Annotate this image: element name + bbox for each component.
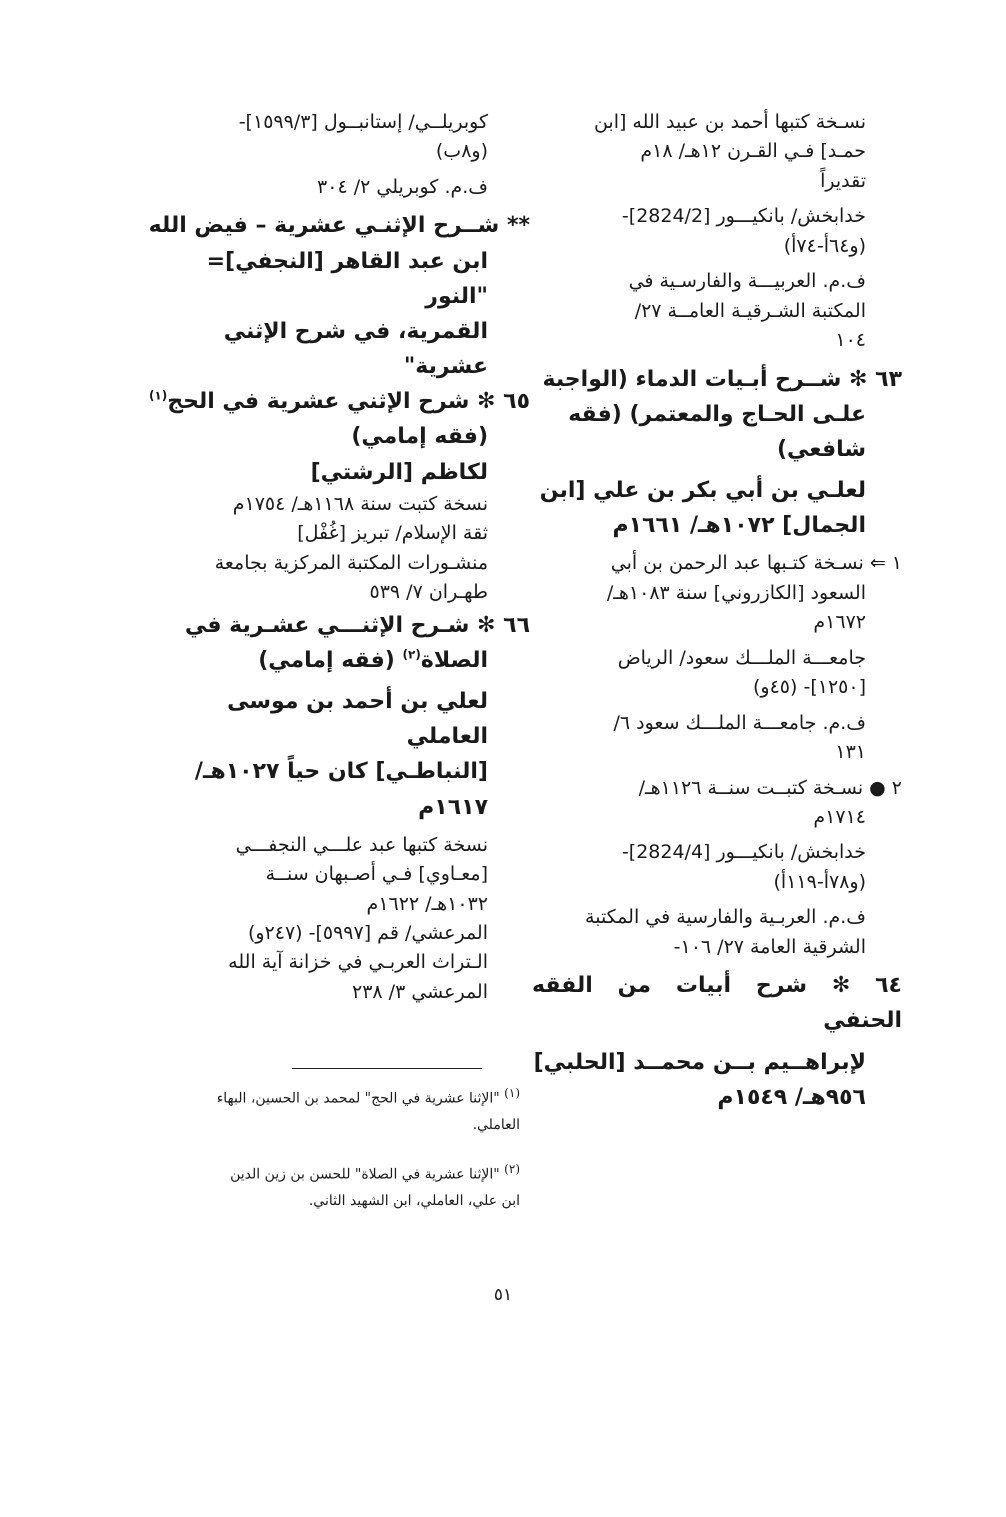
text-line: المكتبة الشـرقيـة العامــة ٢٧/ xyxy=(634,299,866,322)
entry-author: الجمال] ١٠٧٢هـ/ ١٦٦١م xyxy=(612,513,866,539)
text-line: السعود [الكازروني] سنة ١٠٨٣هـ/ xyxy=(606,581,866,604)
entry-number: ٦٤ xyxy=(875,973,902,999)
text-line: ف.م. جامعـــة الملـــك سعود ٦/ xyxy=(613,711,866,734)
footnote-line: العاملي. xyxy=(472,1117,520,1134)
text-span: نسـخة كتـبها عبد الرحمن بن أبي xyxy=(610,552,864,575)
footnote-mark: (١) xyxy=(504,1086,520,1100)
entry-author: ١٦١٧م xyxy=(418,794,488,820)
entry-65 xyxy=(148,384,530,419)
text-line: [١٢٥٠]- (٤٥و) xyxy=(753,676,866,699)
text-line: خدابخش/ بانكيـــور [2824/4]- xyxy=(621,841,866,864)
manuscript-2 xyxy=(532,774,902,803)
text-line: ١٧١٤م xyxy=(813,805,866,828)
text-line: حمـد] فـي القـرن ١٢هـ/ ١٨م xyxy=(640,140,866,163)
entry-title-line: علـى الحـاج والمعتمر) (فقه xyxy=(568,401,866,427)
footnote-line xyxy=(200,1158,520,1188)
text-line: ف.م. العربـية والفارسية في المكتبة xyxy=(585,906,866,929)
footnote-2 xyxy=(200,1158,520,1215)
entry-64 xyxy=(532,968,902,1038)
text-line: نسـخة كتبها أحمد بن عبيد الله [ابن xyxy=(593,111,866,133)
text-line: ١٣١ xyxy=(835,741,866,764)
entry-number: ٦٦ xyxy=(503,612,530,638)
star-icon: ✻ xyxy=(477,612,496,638)
entry-author: لكاظم [الرشتي] xyxy=(310,459,488,485)
entry-66 xyxy=(148,608,530,643)
star-icon: ✻ xyxy=(849,366,868,392)
text-line: كوبريلــي/ إستانبــول [١٥٩٩/٣]- xyxy=(238,111,488,133)
title-text: الصلاة xyxy=(420,647,488,673)
footnote-separator xyxy=(292,1068,482,1069)
entry-author: [النباطـي] كان حياً ١٠٢٧هـ/ xyxy=(194,759,488,785)
page-number: ٥١ xyxy=(493,1285,513,1305)
text-line: خدابخش/ بانكيـــور [2824/2]- xyxy=(621,205,866,228)
text-line: (و٦٤أ-٧٤أ) xyxy=(783,234,866,257)
cross-reference xyxy=(148,208,530,243)
entry-author: لعلـي بن أبي بكر بن علي [ابن xyxy=(539,478,866,504)
text-line: الشرقية العامة ٢٧/ ١٠٦- xyxy=(673,935,866,958)
star-icon: ✻ xyxy=(831,973,851,999)
entry-title-line: شافعي) xyxy=(776,436,866,462)
footnote-1 xyxy=(200,1082,520,1139)
text-line: ١٠٤ xyxy=(835,329,866,352)
text-line: المرعشي ٣/ ٢٣٨ xyxy=(352,980,488,1003)
text-line: (و٨ب) xyxy=(435,140,488,163)
entry-63 xyxy=(532,362,902,397)
title-text: (فقه إمامي) xyxy=(258,647,395,673)
entry-title xyxy=(148,384,530,419)
manuscript-1 xyxy=(532,549,902,578)
text-line: (و٧٨أ-١١٩أ) xyxy=(773,870,866,893)
text-line: تقديراً xyxy=(820,169,866,192)
entry-title xyxy=(148,608,530,643)
text-line: جامعـــة الملـــك سعود/ الرياض xyxy=(617,646,866,669)
text-line xyxy=(532,774,902,803)
footnote-ref: (٢) xyxy=(402,647,421,662)
footnote-line: ابن علي، العاملي، ابن الشهيد الثاني. xyxy=(308,1193,520,1210)
footnote-text: "الإثنا عشرية في الحج" لمحمد بن الحسين، البهاء xyxy=(216,1090,500,1107)
entry-title-line: (فقه إمامي) xyxy=(351,424,488,450)
text-line: ١٠٣٢هـ/ ١٦٢٢م xyxy=(366,892,488,915)
entry-title-text: شــرح أبـيات الدماء (الواجبة xyxy=(542,366,842,392)
left-column xyxy=(148,108,530,1007)
entry-author: ٩٥٦هـ/ ١٥٤٩م xyxy=(717,1084,866,1110)
text-line: المرعشي/ قم [٥٩٩٧]- (٢٤٧و) xyxy=(247,922,488,944)
text-line: نسخة كتبها عبد علـــي النجفـــي xyxy=(235,833,488,856)
entry-number: ٦٥ xyxy=(503,389,530,415)
manuscript-number: ٢ ● xyxy=(869,776,902,799)
entry-author: لعلي بن أحمد بن موسى العاملي xyxy=(227,688,488,750)
text-line: ف.م. كوبريلي ٢/ ٣٠٤ xyxy=(317,175,488,198)
text-line: الـتراث العربـي في خزانة آية الله xyxy=(228,951,488,974)
entry-title-text: شـرح الإثنـــي عشـرية في xyxy=(184,612,470,638)
cross-ref-line: القمرية، في شرح الإثني عشرية" xyxy=(223,318,488,380)
manuscript-number: ١ ⇐ xyxy=(869,552,902,575)
entry-title-line xyxy=(148,643,488,678)
entry-title xyxy=(532,968,902,1038)
text-line: منشـورات المكتبة المركزية بجامعة xyxy=(214,551,488,574)
entry-title xyxy=(532,362,902,397)
footnote-text: "الإثنا عشرية في الصلاة" للحسن بن زين الدين xyxy=(230,1166,500,1183)
right-column xyxy=(532,108,902,1115)
entry-title-text: شرح أبيات من الفقه الحنفي xyxy=(532,973,902,1034)
text-line: ١٦٧٢م xyxy=(813,611,866,634)
cross-ref-title: ** شــرح الإثنـي عشرية – فيض الله xyxy=(148,213,530,239)
footnote-mark: (٢) xyxy=(504,1162,520,1176)
entry-number: ٦٣ xyxy=(875,366,902,392)
footnote-ref: (١) xyxy=(148,388,168,403)
star-icon: ✻ xyxy=(477,389,496,415)
text-line xyxy=(532,549,902,578)
cross-ref-line: ابن عبد القاهر [النجفي]= "النور xyxy=(206,248,488,309)
text-line: طهـران ٧/ ٥٣٩ xyxy=(369,581,488,604)
text-line: [معـاوي] فـي أصـبهان سنــة xyxy=(265,863,488,886)
text-line: نسخة كتبت سنة ١١٦٨هـ/ ١٧٥٤م xyxy=(232,492,488,515)
entry-title-text: شرح الإثني عشرية في الحج xyxy=(167,389,470,415)
text-span: نسـخة كتبــت سنــة ١١٢٦هـ/ xyxy=(638,776,864,799)
entry-author: لإبراهــيم بــن محمــد [الحلبي] xyxy=(533,1049,866,1075)
text-line: ثقة الإسلام/ تبريز [غُفْل] xyxy=(297,522,488,545)
text-line: ف.م. العربيـــة والفارسـية في xyxy=(628,270,866,293)
footnote-line xyxy=(200,1082,520,1112)
